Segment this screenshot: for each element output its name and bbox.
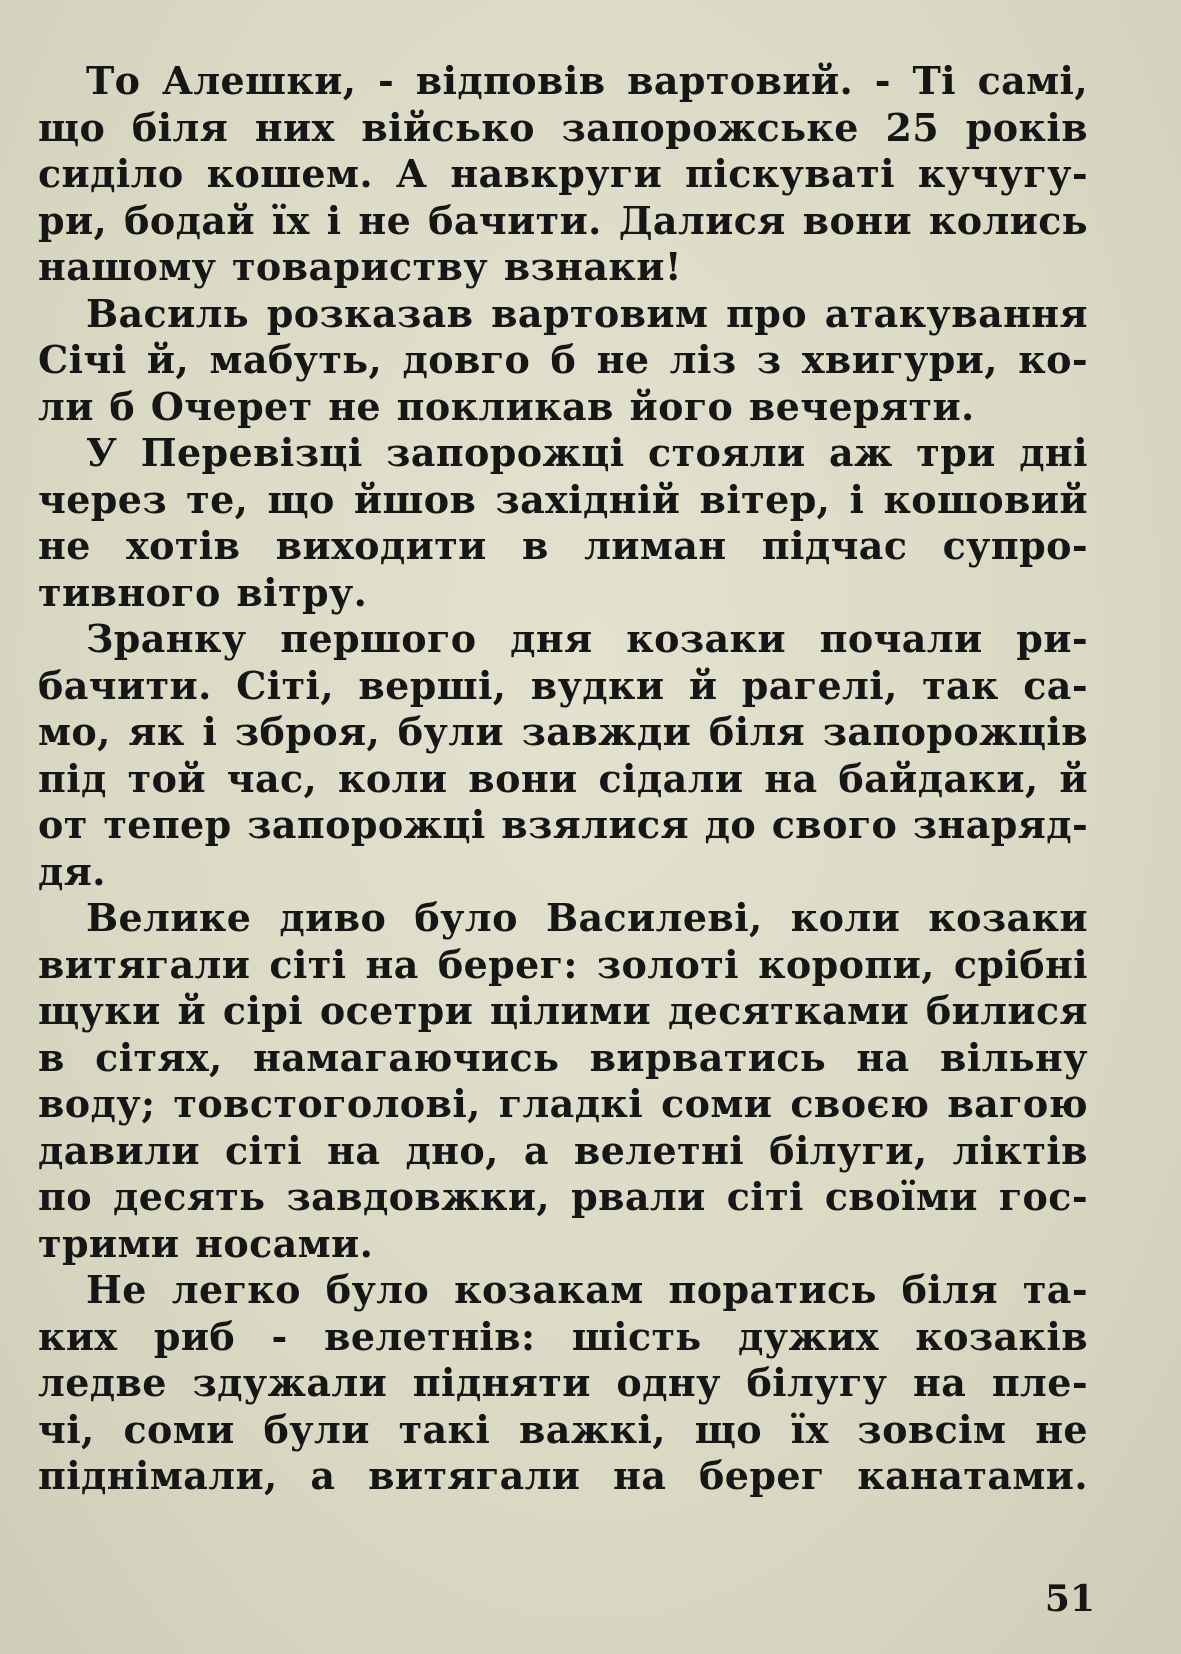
text-line: піднімали, а витягали на берег канатами. xyxy=(38,1453,1088,1498)
text-line: під той час, коли вони сідали на байдаки, й xyxy=(38,755,1088,801)
text-line: по десять завдовжки, рвали сіті своїми гос- xyxy=(38,1174,1088,1219)
text-line: трими носами. xyxy=(38,1220,374,1266)
text-line: сиділо кошем. А навкруги піскуваті кучугу- xyxy=(38,151,1088,196)
text-line: То Алешки, - відповів вартовий. - Ті самі, xyxy=(86,58,1088,103)
text-line: ких риб - велетнів: шість дужих козаків xyxy=(38,1313,1088,1359)
text-line: бачити. Сіті, верші, вудки й рагелі, так са- xyxy=(38,662,1088,708)
page-number: 51 xyxy=(1044,1578,1095,1620)
paragraph-3 xyxy=(38,430,1088,616)
page-text-block xyxy=(38,58,1088,1500)
text-line: ри, бодай їх і не бачити. Далися вони колись xyxy=(38,197,1088,243)
text-line: Січі й, мабуть, довго б не ліз з хвигури, ко- xyxy=(38,337,1088,382)
text-line: дя. xyxy=(38,848,106,894)
text-line: не хотів виходити в лиман підчас супро- xyxy=(38,523,1088,568)
text-line: Василь розказав вартовим про атакування xyxy=(86,290,1088,336)
text-line: щуки й сірі осетри цілими десятками билися xyxy=(38,988,1088,1033)
paragraph-1 xyxy=(38,58,1088,291)
text-line: давили сіті на дно, а велетні білуги, ліктів xyxy=(38,1127,1088,1173)
text-line: Велике диво було Василеві, коли козаки xyxy=(86,895,1088,940)
paragraph-2 xyxy=(38,291,1088,431)
paragraph-5 xyxy=(38,895,1088,1267)
text-line: ледве здужали підняти одну білугу на пле- xyxy=(38,1360,1088,1405)
paragraph-6 xyxy=(38,1267,1088,1500)
text-line: Не легко було козакам поратись біля та- xyxy=(86,1267,1088,1312)
text-line: витягали сіті на берег: золоті коропи, срібні xyxy=(38,941,1088,987)
text-line: в сітях, намагаючись вирватись на вільну xyxy=(38,1034,1088,1080)
text-line: що біля них військо запорожське 25 років xyxy=(38,104,1088,150)
text-line: через те, що йшов західній вітер, і кошовий xyxy=(38,476,1088,522)
text-line: чі, соми були такі важкі, що їх зовсім не xyxy=(38,1406,1088,1452)
text-line: нашому товариству взнаки! xyxy=(38,244,682,289)
text-line: тивного вітру. xyxy=(38,569,368,615)
text-line: мо, як і зброя, були завжди біля запорожців xyxy=(38,709,1088,754)
text-line: от тепер запорожці взялися до свого знаряд- xyxy=(38,802,1088,847)
text-line: У Перевізці запорожці стояли аж три дні xyxy=(86,430,1088,475)
text-line: воду; товстоголові, гладкі соми своєю вагою xyxy=(38,1081,1088,1126)
text-line: ли б Очерет не покликав його вечеряти. xyxy=(38,383,975,429)
paragraph-4 xyxy=(38,616,1088,895)
text-line: Зранку першого дня козаки почали ри- xyxy=(86,616,1088,661)
